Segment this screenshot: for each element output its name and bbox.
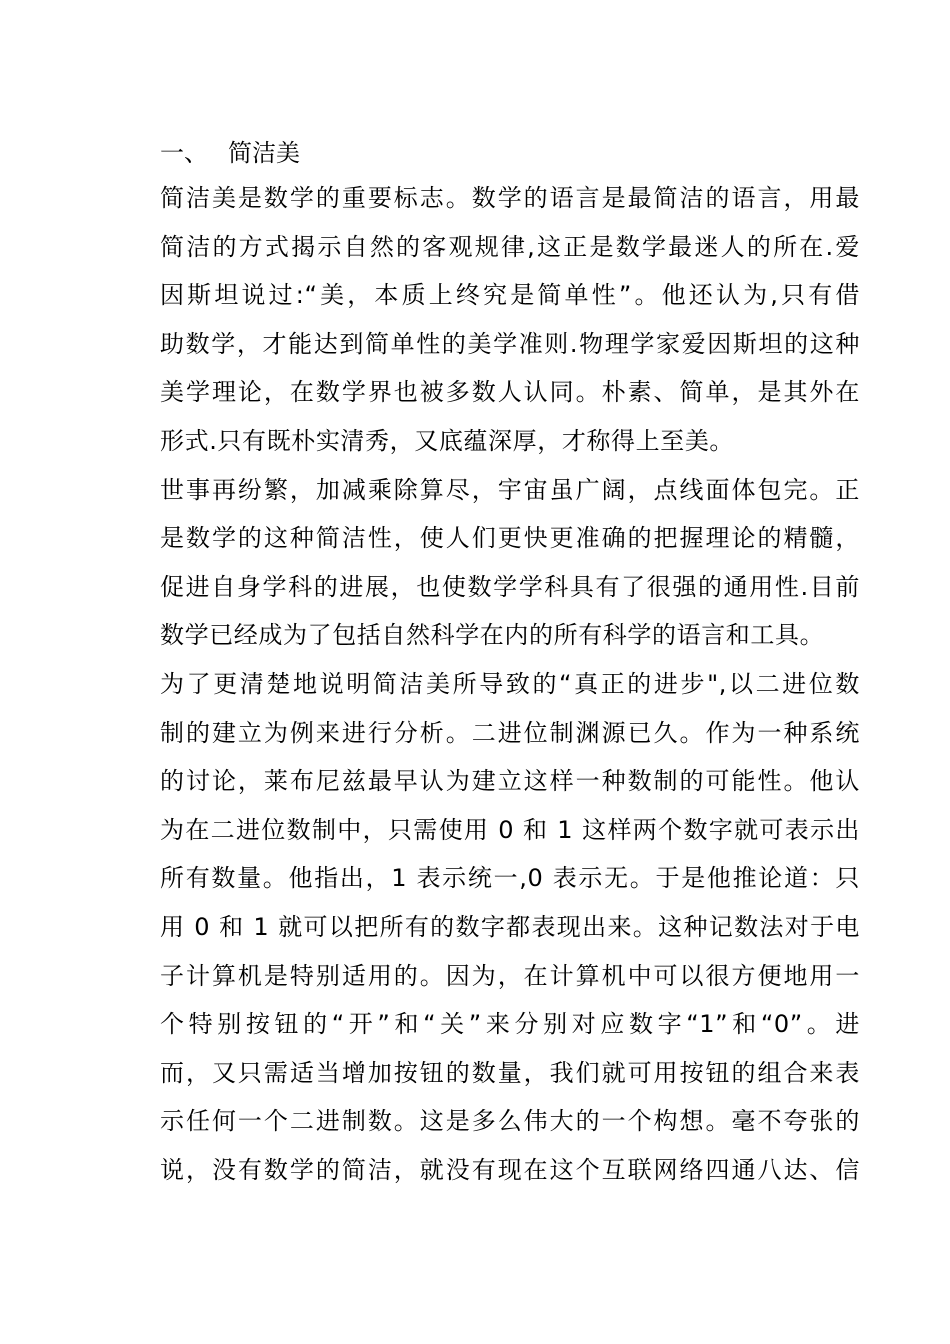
text-line: 世事再纷繁，加减乘除算尽，宇宙虽广阔，点线面体包完。正 [160,475,860,504]
text-line: 而，又只需适当增加按钮的数量，我们就可用按钮的组合来表 [160,1058,860,1087]
text-line: 助数学，才能达到简单性的美学准则.物理学家爱因斯坦的这种 [160,329,860,358]
section-title: 简洁美 [228,138,300,167]
text-line: 示任何一个二进制数。这是多么伟大的一个构想。毫不夸张的 [160,1107,860,1136]
text-line: 美学理论，在数学界也被多数人认同。朴素、简单，是其外在 [160,378,860,407]
text-line: 用 0 和 1 就可以把所有的数字都表现出来。这种记数法对于电 [160,912,860,941]
section-number: 一、 [160,138,208,167]
text-line: 制的建立为例来进行分析。二进位制渊源已久。作为一种系统 [160,718,860,747]
paragraph [160,660,860,1195]
text-line: 简洁美是数学的重要标志。数学的语言是最简洁的语言，用最 [160,184,860,212]
text-line: 是数学的这种简洁性，使人们更快更准确的把握理论的精髓， [160,524,860,553]
text-line: 说，没有数学的简洁，就没有现在这个互联网络四通八达、信 [160,1155,860,1184]
text-line: 所有数量。他指出，1 表示统一,0 表示无。于是他推论道：只 [160,864,860,893]
section-heading [160,131,860,169]
text-line: 简洁的方式揭示自然的客观规律,这正是数学最迷人的所在.爱 [160,232,860,261]
text-line: 的讨论，莱布尼兹最早认为建立这样一种数制的可能性。他认 [160,767,860,796]
text-line: 因斯坦说过:“美，本质上终究是简单性”。他还认为,只有借 [160,281,860,310]
text-line: 促进自身学科的进展，也使数学学科具有了很强的通用性.目前 [160,572,860,601]
text-line: 子计算机是特别适用的。因为，在计算机中可以很方便地用一 [160,961,860,990]
text-line: 为在二进位数制中，只需使用 0 和 1 这样两个数字就可表示出 [160,815,860,844]
text-line: 数学已经成为了包括自然科学在内的所有科学的语言和工具。 [160,621,825,650]
paragraph [160,174,860,466]
text-line: 为了更清楚地说明简洁美所导致的“真正的进步",以二进位数 [160,669,860,698]
document-page [160,131,860,1194]
body-text [160,174,860,1194]
text-line: 形式.只有既朴实清秀，又底蕴深厚，才称得上至美。 [160,426,735,455]
text-line: 个特别按钮的“开”和“关”来分别对应数字“1”和“0”。进 [160,1010,860,1039]
paragraph [160,466,860,660]
